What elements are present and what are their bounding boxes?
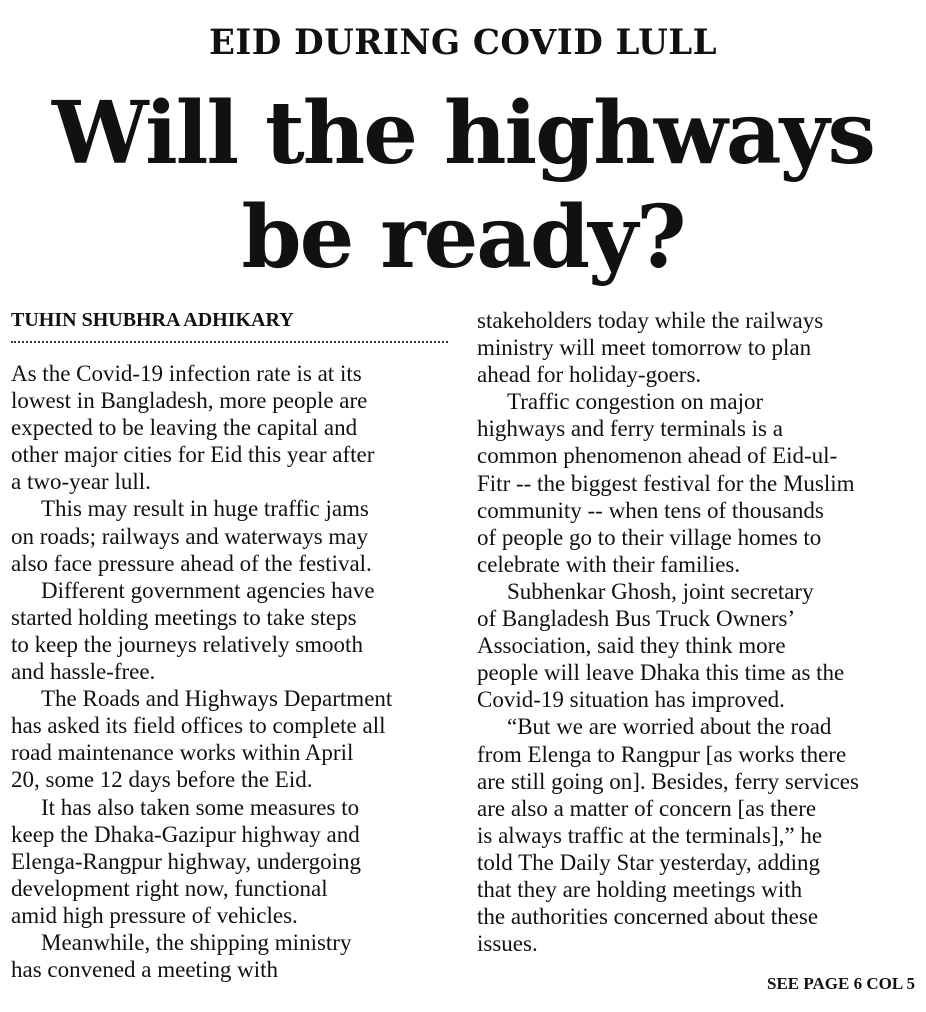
body-text-line: This may result in huge traffic jams (41, 496, 369, 522)
body-text-line: community -- when tens of thousands (477, 497, 824, 523)
body-text-line: lowest in Bangladesh, more people are (11, 388, 368, 414)
body-text-line: also face pressure ahead of the festival. (11, 550, 372, 576)
body-text-line: development right now, functional (11, 875, 328, 901)
body-text-line: road maintenance works within April (11, 740, 354, 766)
headline (0, 82, 926, 290)
body-text-line: that they are holding meetings with (477, 876, 803, 902)
body-column-2 (477, 307, 917, 957)
body-text-line: ministry will meet tomorrow to plan (477, 335, 812, 361)
headline-line: be ready? (241, 187, 685, 288)
body-text-line: “But we are worried about the road (507, 714, 832, 740)
body-text-line: Subhenkar Ghosh, joint secretary (507, 578, 814, 604)
body-text-line: As the Covid-19 infection rate is at its (11, 361, 362, 386)
body-text-line: told The Daily Star yesterday, adding (477, 849, 821, 875)
body-text-line: common phenomenon ahead of Eid-ul- (477, 443, 838, 469)
body-text-line: ahead for holiday-goers. (477, 362, 702, 388)
body-text-line: on roads; railways and waterways may (11, 523, 369, 549)
body-column-1 (11, 360, 451, 983)
body-text-line: Traffic congestion on major (507, 389, 764, 415)
body-text-line: the authorities concerned about these (477, 904, 819, 930)
body-text-line: Fitr -- the biggest festival for the Muslim (477, 470, 855, 496)
body-text-line: are still going on]. Besides, ferry services (477, 768, 859, 794)
body-text-line: stakeholders today while the railways (477, 308, 824, 333)
body-text-line: of Bangladesh Bus Truck Owners’ (477, 606, 796, 632)
body-text-line: celebrate with their families. (477, 551, 741, 577)
body-text-line: It has also taken some measures to (41, 794, 360, 820)
body-text-line: other major cities for Eid this year after (11, 442, 375, 468)
body-text-line: from Elenga to Rangpur [as works there (477, 741, 847, 767)
body-text-line: Covid-19 situation has improved. (477, 687, 785, 713)
body-text-line: started holding meetings to take steps (11, 604, 357, 630)
headline-line: Will the highways (52, 83, 874, 184)
body-text-line: 20, some 12 days before the Eid. (11, 767, 313, 793)
continuation-reference: SEE PAGE 6 COL 5 (767, 974, 915, 993)
body-text-line: Elenga-Rangpur highway, undergoing (11, 848, 362, 874)
body-text-line: a two-year lull. (11, 469, 151, 495)
body-text-line: amid high pressure of vehicles. (11, 902, 298, 928)
kicker: EID DURING COVID LULL (208, 22, 718, 63)
body-text-line: are also a matter of concern [as there (477, 795, 817, 821)
body-text-line: of people go to their village homes to (477, 524, 822, 550)
byline: TUHIN SHUBHRA ADHIKARY (11, 309, 294, 331)
body-text-line: keep the Dhaka-Gazipur highway and (11, 821, 360, 847)
body-text-line: is always traffic at the terminals],” he (477, 822, 823, 848)
body-text-line: issues. (477, 931, 538, 957)
byline-divider (11, 341, 448, 343)
body-text-line: The Roads and Highways Department (41, 686, 393, 712)
body-text-line: Association, said they think more (477, 633, 786, 659)
body-text-line: Meanwhile, the shipping ministry (41, 929, 352, 955)
body-text-line: people will leave Dhaka this time as the (477, 660, 845, 686)
body-text-line: to keep the journeys relatively smooth (11, 631, 363, 657)
body-text-line: has asked its field offices to complete all (11, 713, 386, 739)
body-text-line: expected to be leaving the capital and (11, 415, 358, 441)
body-text-line: highways and ferry terminals is a (477, 416, 783, 442)
body-text-line: has convened a meeting with (11, 957, 278, 983)
body-text-line: and hassle-free. (11, 659, 156, 685)
body-text-line: Different government agencies have (41, 577, 375, 603)
